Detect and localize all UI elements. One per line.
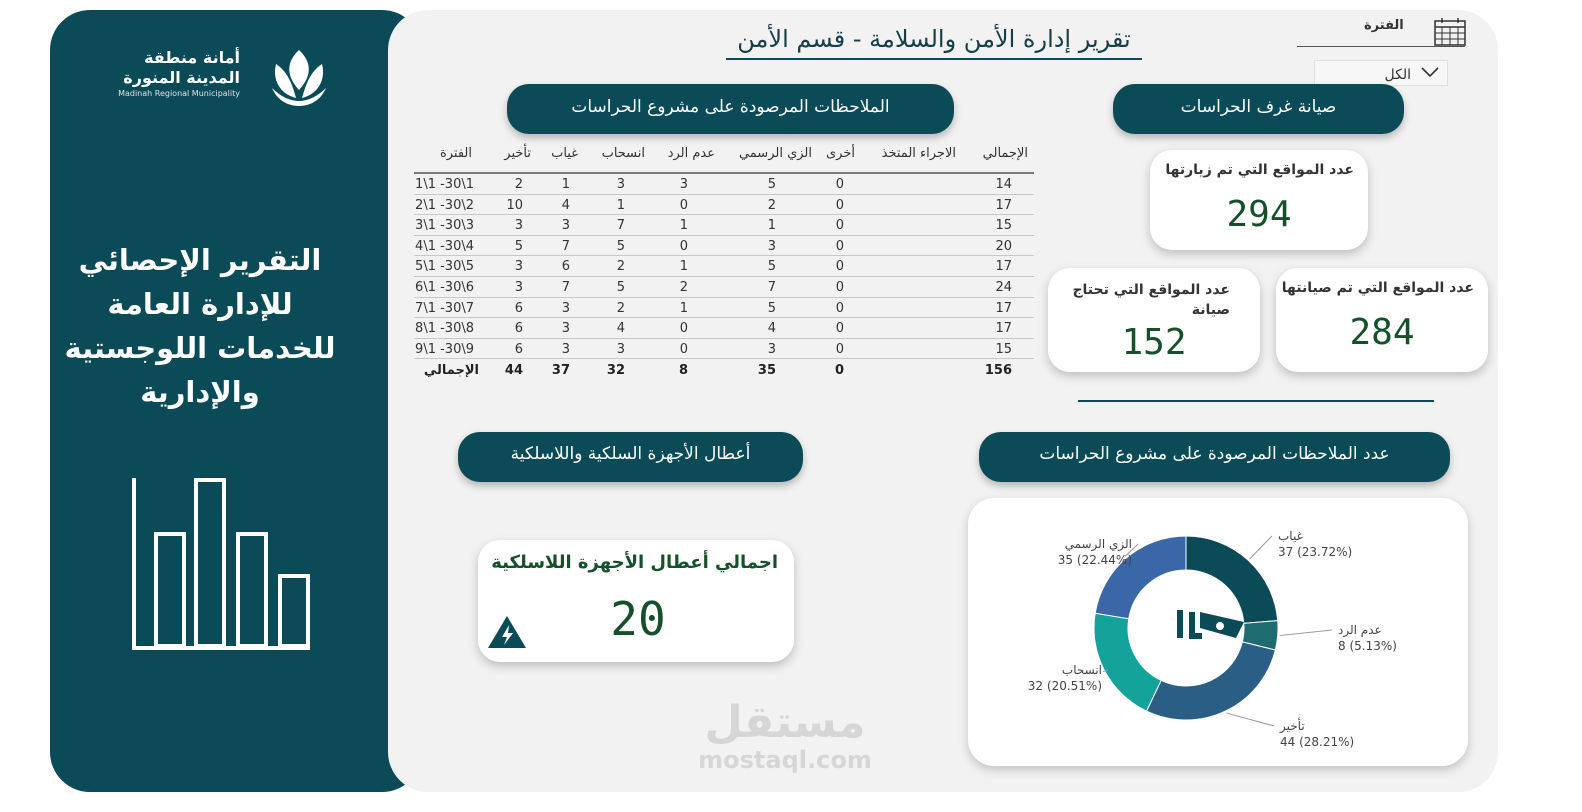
cell-late: 10 [506,197,523,213]
cell-period: 3\1 -30\3 [415,218,474,234]
cell-late: 6 [514,321,523,337]
donut-value-label: 35 (22.44%) [1057,553,1132,567]
cell-absence: 3 [561,218,570,234]
col-withdraw: انسحاب [601,146,645,161]
cell-withdraw: 5 [616,279,625,295]
observations-header: الملاحظات المرصودة على مشروع الحراسات [507,84,954,134]
maintenance-header: صيانة غرف الحراسات [1113,84,1404,134]
warning-icon [486,614,528,650]
cell-noreply: 1 [679,259,688,275]
cell-other: 0 [835,218,844,234]
donut-category-label: غياب [1278,529,1303,543]
maintained-label: عدد المواقع التي تم صيانتها [1281,280,1474,296]
table-row [414,236,1034,257]
donut-value-label: 8 (5.13%) [1338,639,1397,653]
cell-uniform: 5 [767,300,776,316]
cell-absence: 3 [561,341,570,357]
cell-uniform: 5 [767,177,776,192]
logo-mark-icon [266,46,332,110]
table-row [414,318,1034,339]
cell-total: 15 [995,218,1012,234]
cell-other: 0 [835,177,844,192]
cell-other: 0 [835,300,844,316]
donut-value-label: 37 (23.72%) [1278,545,1353,559]
total-late: 44 [504,363,523,379]
cell-noreply: 0 [679,197,688,213]
cell-total: 17 [995,321,1012,337]
maintained-card [1276,268,1488,372]
table-total-row [414,359,1034,381]
cell-other: 0 [835,341,844,357]
cell-total: 17 [995,197,1012,213]
cell-late: 3 [514,259,523,275]
table-row [414,195,1034,216]
table-row [414,339,1034,360]
donut-value-label: 32 (20.51%) [1027,679,1102,693]
cell-period: 1\1 -30\1 [415,177,474,192]
cell-total: 15 [995,341,1012,357]
col-uniform: الزي الرسمي [738,146,812,161]
table-row [414,215,1034,236]
visited-label: عدد المواقع التي تم زيارتها [1165,162,1354,178]
logo-line-3: Madinah Regional Municipality [118,89,240,98]
cell-period: 2\1 -30\2 [415,197,474,213]
watermark [688,697,882,774]
donut-leader-line [1250,536,1272,559]
donut-category-label: تأخير [1280,719,1305,733]
watermark-line-2: mostaql.com [698,746,872,774]
donut-slice[interactable] [1186,536,1278,623]
cell-uniform: 2 [767,197,776,213]
cell-absence: 6 [561,259,570,275]
report-title: تقرير إدارة الأمن والسلامة - قسم الأمن [726,22,1142,60]
bar-chart-icon [132,476,312,656]
calendar-icon [1434,18,1466,46]
cell-withdraw: 3 [616,341,625,357]
cell-withdraw: 1 [616,197,625,213]
total-uniform: 35 [757,363,776,379]
table-header [414,140,1034,174]
donut-leader-line [1226,713,1274,726]
cell-late: 6 [514,341,523,357]
cell-noreply: 0 [679,238,688,254]
chevron-down-icon [1419,63,1441,81]
cell-period: 5\1 -30\5 [415,259,474,275]
observations-donut-chart [968,498,1468,766]
total-label: الإجمالي [423,363,479,379]
cell-period: 9\1 -30\9 [415,341,474,357]
maintained-value: 284 [1349,312,1415,353]
wireless-label: اجمالي أعطال الأجهزة اللاسلكية [491,552,778,573]
cell-late: 6 [514,300,523,316]
col-absence: غياب [551,146,578,161]
period-divider [1297,46,1465,47]
cell-noreply: 0 [679,341,688,357]
period-value: الكل [1384,67,1411,83]
cell-total: 14 [995,177,1012,192]
cell-absence: 3 [561,321,570,337]
donut-leader-line [1280,630,1332,636]
cell-noreply: 2 [679,279,688,295]
section-divider [1078,400,1434,402]
col-total: الإجمالي [982,146,1028,161]
side-title: التقرير الإحصائي للإدارة العامة للخدمات اللوجستية والإدارية [64,243,336,409]
cell-absence: 7 [561,279,570,295]
table-row [414,174,1034,195]
devices-header: أعطال الأجهزة السلكية واللاسلكية [458,432,803,482]
cell-uniform: 7 [767,279,776,295]
cell-absence: 3 [561,300,570,316]
col-action: الاجراء المتخذ [881,146,956,161]
col-other: أخرى [826,146,855,161]
cell-total: 17 [995,259,1012,275]
cell-withdraw: 3 [616,177,625,192]
cell-withdraw: 5 [616,238,625,254]
visited-value: 294 [1226,194,1292,235]
cell-late: 2 [514,177,523,192]
period-label: الفترة [1364,18,1404,33]
cell-period: 6\1 -30\6 [415,279,474,295]
cell-noreply: 0 [679,321,688,337]
cell-total: 17 [995,300,1012,316]
count-observations-header: عدد الملاحظات المرصودة على مشروع الحراسات [979,432,1450,482]
cell-withdraw: 2 [616,259,625,275]
donut-slice[interactable] [1147,642,1276,720]
cell-uniform: 4 [767,321,776,337]
cell-other: 0 [835,321,844,337]
cell-total: 20 [995,238,1012,254]
need-maintenance-value: 152 [1121,322,1187,363]
wireless-value: 20 [610,592,666,646]
cell-period: 7\1 -30\7 [415,300,474,316]
cell-noreply: 1 [679,300,688,316]
total-absence: 37 [551,363,570,379]
donut-category-label: عدم الرد [1338,623,1382,637]
cell-other: 0 [835,259,844,275]
logo-line-2: المدينة المنورة [123,68,240,87]
table-body [414,174,1034,359]
cell-late: 3 [514,218,523,234]
logo-text [118,48,240,100]
cell-uniform: 3 [767,341,776,357]
visited-card [1150,150,1368,250]
cell-withdraw: 2 [616,300,625,316]
donut-category-label: الزي الرسمي [1064,537,1132,551]
col-noreply: عدم الرد [667,146,715,161]
cell-noreply: 1 [679,218,688,234]
watermark-line-1: مستقل [704,697,866,748]
total-total: 156 [984,363,1012,379]
cell-late: 3 [514,279,523,295]
logo-line-1: أمانة منطقة [144,48,240,67]
total-withdraw: 32 [606,363,625,379]
wireless-card [478,540,794,662]
observations-table [414,140,1034,381]
table-row [414,277,1034,298]
cell-late: 5 [514,238,523,254]
cell-other: 0 [835,238,844,254]
cell-other: 0 [835,197,844,213]
cell-withdraw: 4 [616,321,625,337]
donut-category-label: انسحاب [1061,663,1102,677]
cell-withdraw: 7 [616,218,625,234]
cell-absence: 7 [561,238,570,254]
logo [112,48,332,108]
total-noreply: 8 [678,363,688,379]
table-row [414,256,1034,277]
donut-value-label: 44 (28.21%) [1280,735,1355,749]
cell-absence: 1 [561,177,570,192]
need-maintenance-card [1048,268,1260,372]
cell-total: 24 [995,279,1012,295]
cell-noreply: 3 [679,177,688,192]
cell-uniform: 1 [767,218,776,234]
cell-period: 4\1 -30\4 [415,238,474,254]
total-other: 0 [834,363,844,379]
cell-absence: 4 [561,197,570,213]
cell-period: 8\1 -30\8 [415,321,474,337]
col-late: تأخير [504,146,531,161]
need-maintenance-label: عدد المواقع التي تحتاج صيانة [1072,282,1230,318]
security-camera-icon [1180,610,1244,638]
donut-slice[interactable] [1094,613,1161,711]
table-row [414,298,1034,319]
cell-other: 0 [835,279,844,295]
cell-uniform: 5 [767,259,776,275]
period-dropdown[interactable] [1314,60,1448,86]
col-period: الفترة [439,146,472,161]
cell-uniform: 3 [767,238,776,254]
